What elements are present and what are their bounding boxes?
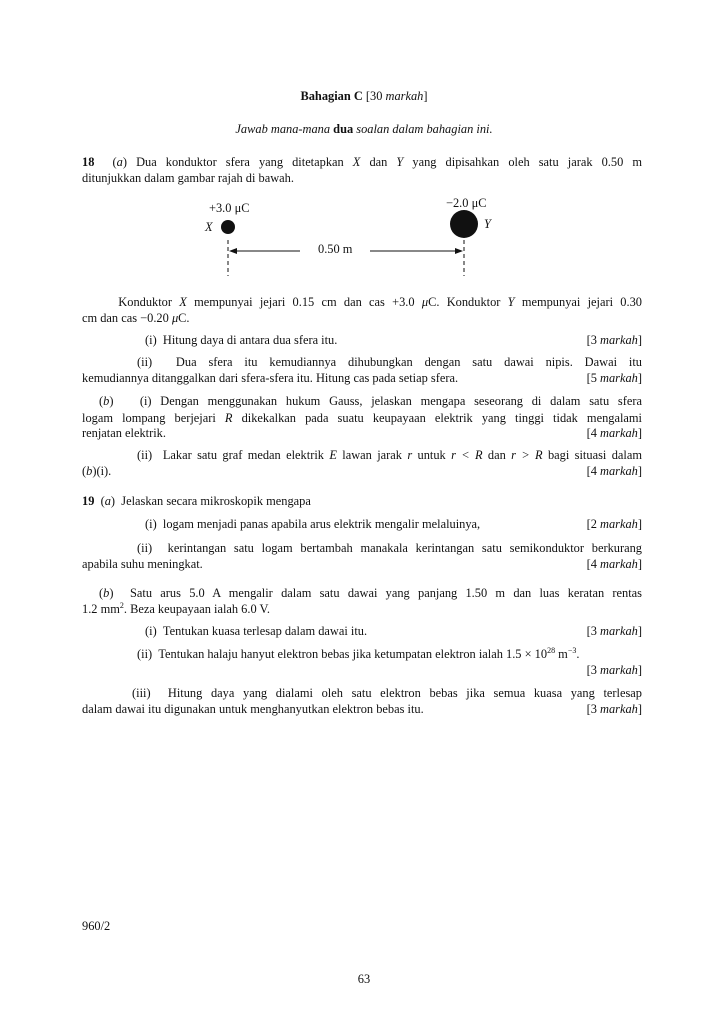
q19-intro: 19 (a) Jelaskan secara mikroskopik mengapa — [82, 494, 311, 508]
q18-b-ii-line2: (b)(i). — [82, 464, 112, 478]
q18-b-i-marks: [4 markah] — [586, 426, 642, 440]
charge-x-label: +3.0 μC — [209, 201, 250, 215]
q18-a-i-marks: [3 markah] — [586, 333, 642, 347]
q18-intro-line1: 18 (a) Dua konduktor sfera yang ditetapkan X dan Y yang dipisahkan oleh satu jarak 0.50 m — [82, 155, 642, 169]
q18-b-ii-marks: [4 markah] — [586, 464, 642, 478]
q19-b-i-marks: [3 markah] — [586, 624, 642, 638]
q18-b-i-line3: renjatan elektrik. — [82, 426, 166, 440]
sphere-y-label: Y — [484, 217, 491, 231]
q19-number: 19 — [82, 494, 95, 508]
arrowhead-right — [455, 248, 463, 254]
charges-diagram — [0, 0, 728, 290]
q18-b-ii-line1: (ii) Lakar satu graf medan elektrik E lawan jarak r untuk r < R dan r > R bagi situasi dalam — [137, 448, 642, 462]
q19-b-iii-line2: dalam dawai itu digunakan untuk menghanyutkan elektron bebas itu. — [82, 702, 424, 716]
sphere-x — [221, 220, 235, 234]
q19-b-i: (i) Tentukan kuasa terlesap dalam dawai itu. — [145, 624, 368, 638]
sphere-y — [450, 210, 478, 238]
q19-a-i-marks: [2 markah] — [586, 517, 642, 531]
paper-code: 960/2 — [82, 919, 111, 933]
q19-a-ii-line2: apabila suhu meningkat. — [82, 557, 203, 571]
q18-desc-line1: Konduktor X mempunyai jejari 0.15 cm dan cas +3.0 μC. Konduktor Y mempunyai jejari 0.30 — [118, 295, 642, 309]
q19-b-ii: (ii) Tentukan halaju hanyut elektron bebas jika ketumpatan elektron ialah $1.5 \times 10^{28}$ $m^{-3}$. — [137, 646, 580, 661]
arrowhead-left — [229, 248, 237, 254]
q19-a-i: (i) logam menjadi panas apabila arus elektrik mengalir melaluinya, — [145, 517, 481, 531]
q18-intro-line2: ditunjukkan dalam gambar rajah di bawah. — [82, 171, 294, 185]
q19-b-line1: (b) Satu arus 5.0 A mengalir dalam satu dawai yang panjang 1.50 m dan luas keratan rentas — [99, 586, 642, 600]
q19-a-ii-marks: [4 markah] — [586, 557, 642, 571]
q19-b-line2: 1.2 $mm^2$. Beza keupayaan ialah 6.0 V. — [82, 601, 270, 616]
q19-a-ii-line1: (ii) kerintangan satu logam bertambah manakala kerintangan satu semikonduktor berkurang — [137, 541, 642, 555]
q18-number: 18 — [82, 155, 95, 169]
q18-b-i-line1: (b) (i) Dengan menggunakan hukum Gauss, jelaskan mengapa seseorang di dalam satu sfera — [99, 394, 643, 408]
q18-a-ii-line2: kemudiannya ditanggalkan dari sfera-sfera itu. Hitung cas pada setiap sfera. — [82, 371, 459, 385]
q19-b-iii-line1: (iii) Hitung daya yang dialami oleh satu elektron bebas jika semua kuasa yang terlesap — [132, 686, 642, 700]
section-title-bold: Bahagian C — [300, 89, 363, 103]
q18-a-ii-marks: [5 markah] — [586, 371, 642, 385]
sphere-x-label: X — [205, 220, 213, 234]
section-instruction: Jawab mana-mana dua soalan dalam bahagian ini. — [235, 122, 493, 136]
q18-desc-line2: cm dan cas −0.20 μC. — [82, 311, 190, 325]
q18-a-ii-line1: (ii) Dua sfera itu kemudiannya dihubungkan dengan satu dawai nipis. Dawai itu — [137, 355, 642, 369]
q19-b-ii-marks: [3 markah] — [586, 663, 642, 677]
charge-y-label: −2.0 μC — [446, 196, 487, 210]
q19-b-iii-marks: [3 markah] — [586, 702, 642, 716]
page-number: 63 — [357, 972, 371, 986]
q18-b-i-line2: logam lompang berjejari R dikekalkan pada suatu keupayaan elektrik yang tinggi tidak mengalami — [82, 411, 642, 425]
distance-label: 0.50 m — [318, 242, 353, 256]
section-title: Bahagian C [30 markah] — [300, 89, 428, 103]
q18-a-i: (i) Hitung daya di antara dua sfera itu. — [145, 333, 338, 347]
